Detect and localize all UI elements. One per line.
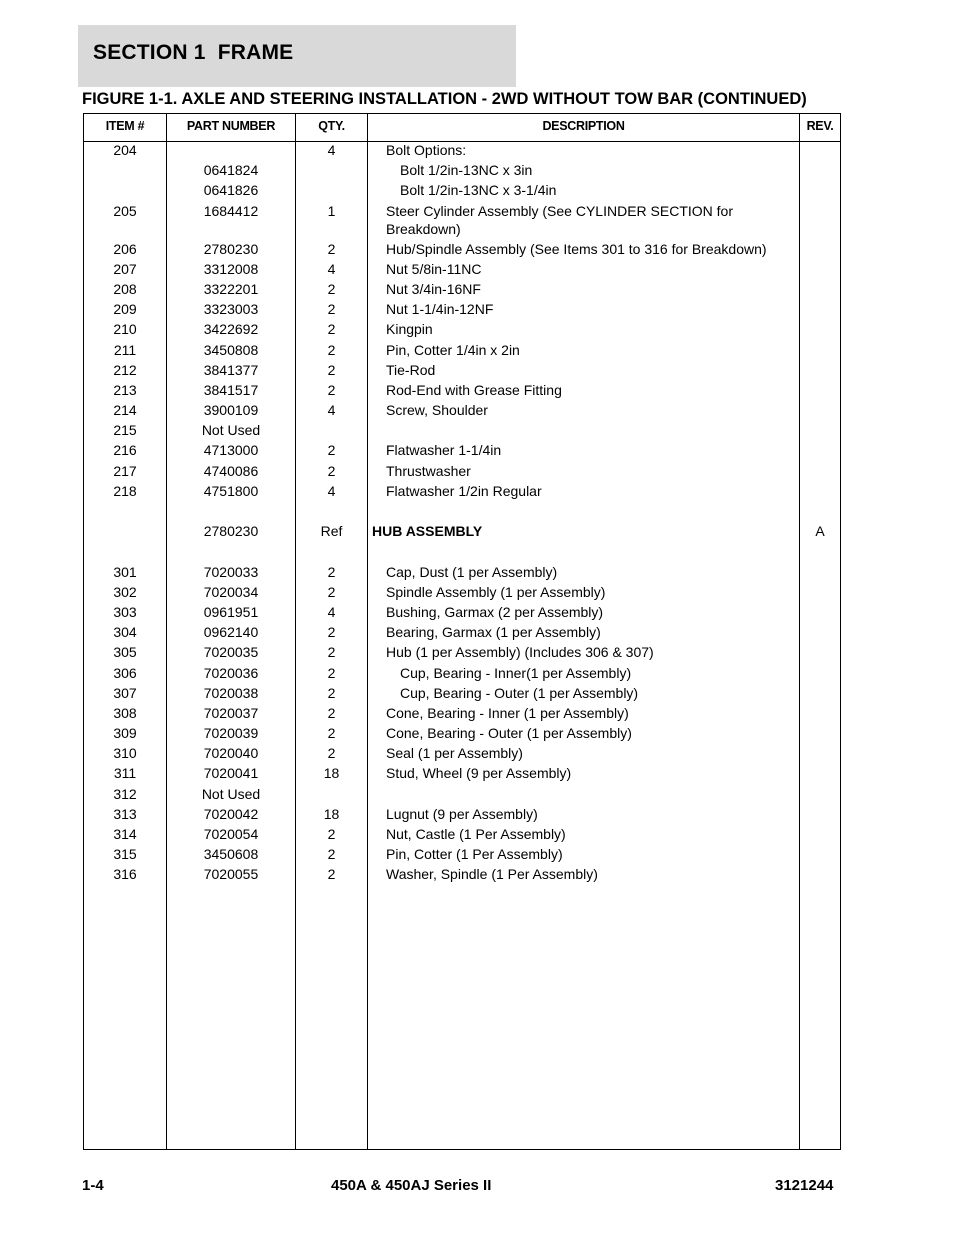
- cell-description: HUB ASSEMBLY: [372, 523, 483, 540]
- cell-description: Lugnut (9 per Assembly): [386, 805, 538, 822]
- cell-qty: 18: [323, 805, 340, 822]
- cell-item: 216: [113, 442, 137, 459]
- cell-qty: 2: [327, 846, 336, 863]
- cell-part-number: 0961951: [203, 603, 259, 620]
- cell-qty: 1: [327, 202, 336, 219]
- table-row: [84, 623, 840, 643]
- table-row: [84, 583, 840, 603]
- cell-description: Cone, Bearing - Outer (1 per Assembly): [386, 725, 632, 742]
- figure-title: FIGURE 1-1. AXLE AND STEERING INSTALLATION - 2WD WITHOUT TOW BAR (CONTINUED): [82, 90, 807, 108]
- cell-qty: 2: [327, 644, 336, 661]
- cell-description: Steer Cylinder Assembly (See CYLINDER SECTION for Breakdown): [386, 202, 733, 237]
- cell-qty: 4: [327, 402, 336, 419]
- page-number: 1-4: [82, 1177, 104, 1194]
- cell-item: 310: [113, 745, 137, 762]
- table-row: [84, 441, 840, 461]
- cell-description: Pin, Cotter 1/4in x 2in: [386, 341, 520, 358]
- cell-item: 210: [113, 321, 137, 338]
- cell-description: Flatwasher 1/2in Regular: [386, 482, 542, 499]
- table-row: [84, 603, 840, 623]
- cell-description: Nut, Castle (1 Per Assembly): [386, 826, 566, 842]
- table-row: [84, 764, 840, 784]
- cell-item: 217: [113, 462, 137, 479]
- table-row: [84, 664, 840, 684]
- cell-description: Nut 3/4in-16NF: [386, 280, 481, 297]
- cell-part-number: 7020054: [203, 826, 259, 842]
- cell-qty: 2: [327, 866, 336, 883]
- cell-item: 215: [113, 422, 137, 439]
- table-row: [84, 522, 840, 542]
- cell-item: 307: [113, 684, 137, 701]
- parts-table: [83, 113, 841, 1150]
- cell-description: Screw, Shoulder: [386, 402, 488, 419]
- cell-description: Cap, Dust (1 per Assembly): [386, 563, 558, 580]
- cell-qty: 2: [327, 583, 336, 600]
- header-rev: REV.: [806, 119, 834, 133]
- cell-description: Bolt Options:: [386, 142, 467, 158]
- cell-description: Rod-End with Grease Fitting: [386, 381, 562, 398]
- cell-qty: 2: [327, 381, 336, 398]
- table-row: [84, 320, 840, 340]
- section-banner: [78, 25, 516, 87]
- table-row: [84, 563, 840, 583]
- cell-item: 314: [113, 826, 137, 842]
- table-row: [84, 462, 840, 482]
- table-row: [84, 341, 840, 361]
- cell-part-number: 7020033: [203, 563, 259, 580]
- cell-part-number: 0962140: [203, 624, 259, 641]
- table-row: [84, 643, 840, 663]
- cell-item: 304: [113, 624, 137, 641]
- cell-item: 206: [113, 240, 137, 257]
- cell-item: 204: [113, 142, 137, 158]
- cell-qty: 2: [327, 704, 336, 721]
- cell-part-number: Not Used: [201, 785, 261, 802]
- table-row: [84, 280, 840, 300]
- cell-qty: 2: [327, 624, 336, 641]
- cell-qty: 2: [327, 725, 336, 742]
- cell-qty: Ref: [320, 523, 343, 540]
- table-row: [84, 482, 840, 502]
- table-header: [84, 114, 840, 142]
- table-row: [84, 684, 840, 704]
- cell-qty: 2: [327, 361, 336, 378]
- cell-description: Kingpin: [386, 321, 433, 338]
- cell-qty: 2: [327, 280, 336, 297]
- table-row: [84, 865, 840, 885]
- cell-description: Spindle Assembly (1 per Assembly): [386, 583, 606, 600]
- cell-item: 315: [113, 846, 137, 863]
- cell-description: Bolt 1/2in-13NC x 3in: [400, 162, 533, 179]
- cell-qty: 2: [327, 240, 336, 257]
- cell-description: Cup, Bearing - Inner(1 per Assembly): [400, 664, 632, 681]
- cell-item: 214: [113, 402, 137, 419]
- cell-description: Thrustwasher: [386, 462, 471, 479]
- cell-description: Pin, Cotter (1 Per Assembly): [386, 846, 563, 863]
- section-title: SECTION 1 FRAME: [93, 41, 294, 64]
- cell-description: Seal (1 per Assembly): [386, 745, 523, 762]
- cell-part-number: 4751800: [203, 482, 259, 499]
- cell-item: 312: [113, 785, 137, 802]
- cell-part-number: 3422692: [203, 321, 259, 338]
- cell-part-number: 7020040: [203, 745, 259, 762]
- cell-part-number: 7020034: [203, 583, 259, 600]
- cell-qty: 4: [327, 482, 336, 499]
- cell-item: 207: [113, 260, 137, 277]
- cell-qty: 2: [327, 462, 336, 479]
- cell-part-number: 7020041: [203, 765, 259, 782]
- cell-part-number: 7020038: [203, 684, 259, 701]
- cell-item: 303: [113, 603, 137, 620]
- cell-qty: 2: [327, 664, 336, 681]
- header-qty: QTY.: [318, 119, 345, 133]
- cell-item: 309: [113, 725, 137, 742]
- cell-qty: 2: [327, 321, 336, 338]
- cell-part-number: 3323003: [203, 301, 259, 318]
- cell-item: 308: [113, 704, 137, 721]
- cell-description: Tie-Rod: [386, 361, 436, 378]
- cell-part-number: 0641826: [203, 182, 259, 199]
- table-row: [84, 825, 840, 845]
- cell-part-number: 0641824: [203, 162, 259, 179]
- cell-part-number: 3322201: [203, 280, 259, 297]
- cell-description: Bolt 1/2in-13NC x 3-1/4in: [400, 182, 557, 199]
- table-row: [84, 421, 840, 441]
- table-row: [84, 300, 840, 320]
- table-row: [84, 361, 840, 381]
- cell-description: Hub/Spindle Assembly (See Items 301 to 316 for Breakdown): [386, 240, 767, 257]
- header-description: DESCRIPTION: [542, 119, 625, 133]
- cell-part-number: 2780230: [203, 240, 259, 257]
- cell-item: 316: [113, 866, 137, 883]
- cell-qty: 18: [323, 765, 340, 782]
- cell-part-number: 1684412: [203, 202, 259, 219]
- cell-item: 212: [113, 361, 137, 378]
- table-row: [84, 502, 840, 522]
- table-row: [84, 845, 840, 865]
- table-row: [84, 724, 840, 744]
- cell-item: 218: [113, 482, 137, 499]
- cell-item: 208: [113, 280, 137, 297]
- cell-qty: 2: [327, 341, 336, 358]
- cell-part-number: 3841517: [203, 381, 259, 398]
- cell-item: 305: [113, 644, 137, 661]
- cell-part-number: 7020055: [203, 866, 259, 883]
- table-row: [84, 805, 840, 825]
- table-row: [84, 181, 840, 201]
- cell-description: Stud, Wheel (9 per Assembly): [386, 765, 572, 782]
- table-body: [84, 141, 840, 886]
- cell-item: 213: [113, 381, 137, 398]
- cell-qty: 4: [327, 603, 336, 620]
- table-row: [84, 704, 840, 724]
- table-row: [84, 744, 840, 764]
- cell-part-number: 7020039: [203, 725, 259, 742]
- cell-part-number: 4740086: [203, 462, 259, 479]
- cell-description: Flatwasher 1-1/4in: [386, 442, 502, 459]
- cell-item: 311: [113, 765, 137, 782]
- cell-item: 301: [113, 563, 137, 580]
- cell-qty: 4: [327, 142, 336, 158]
- table-row: [84, 260, 840, 280]
- cell-item: 211: [113, 341, 137, 358]
- cell-part-number: 2780230: [203, 523, 259, 540]
- cell-item: 209: [113, 301, 137, 318]
- table-row: [84, 141, 840, 161]
- table-row: [84, 202, 840, 240]
- cell-qty: 2: [327, 826, 336, 842]
- table-row: [84, 161, 840, 181]
- table-row: [84, 240, 840, 260]
- cell-description: Nut 5/8in-11NC: [386, 260, 482, 277]
- cell-part-number: 7020036: [203, 664, 259, 681]
- cell-description: Hub (1 per Assembly) (Includes 306 & 307): [386, 644, 654, 661]
- cell-qty: 2: [327, 563, 336, 580]
- cell-part-number: 7020035: [203, 644, 259, 661]
- cell-item: 306: [113, 664, 137, 681]
- cell-part-number: 3450608: [203, 846, 259, 863]
- cell-description: Bushing, Garmax (2 per Assembly): [386, 603, 604, 620]
- cell-description: Bearing, Garmax (1 per Assembly): [386, 624, 601, 641]
- cell-part-number: 3450808: [203, 341, 259, 358]
- cell-description: Cone, Bearing - Inner (1 per Assembly): [386, 704, 629, 721]
- table-row: [84, 542, 840, 562]
- cell-qty: 2: [327, 442, 336, 459]
- cell-qty: 4: [327, 260, 336, 277]
- cell-item: 302: [113, 583, 137, 600]
- cell-qty: 2: [327, 301, 336, 318]
- cell-qty: 2: [327, 684, 336, 701]
- cell-item: 205: [113, 202, 137, 219]
- cell-part-number: 3312008: [203, 260, 259, 277]
- cell-part-number: 4713000: [203, 442, 259, 459]
- cell-part-number: Not Used: [201, 422, 261, 439]
- header-item: ITEM #: [105, 119, 145, 133]
- table-row: [84, 785, 840, 805]
- cell-description: Cup, Bearing - Outer (1 per Assembly): [400, 684, 639, 701]
- document-number: 3121244: [775, 1177, 834, 1194]
- table-row: [84, 401, 840, 421]
- cell-item: 313: [113, 805, 137, 822]
- cell-part-number: 7020037: [203, 704, 259, 721]
- cell-part-number: 3900109: [203, 402, 259, 419]
- cell-description: Nut 1-1/4in-12NF: [386, 301, 494, 318]
- header-part-number: PART NUMBER: [186, 119, 276, 133]
- cell-rev: A: [815, 523, 825, 540]
- cell-qty: 2: [327, 745, 336, 762]
- model-name: 450A & 450AJ Series II: [331, 1177, 492, 1194]
- table-row: [84, 381, 840, 401]
- cell-part-number: 3841377: [203, 361, 259, 378]
- cell-description: Washer, Spindle (1 Per Assembly): [386, 866, 598, 883]
- cell-part-number: 7020042: [203, 805, 259, 822]
